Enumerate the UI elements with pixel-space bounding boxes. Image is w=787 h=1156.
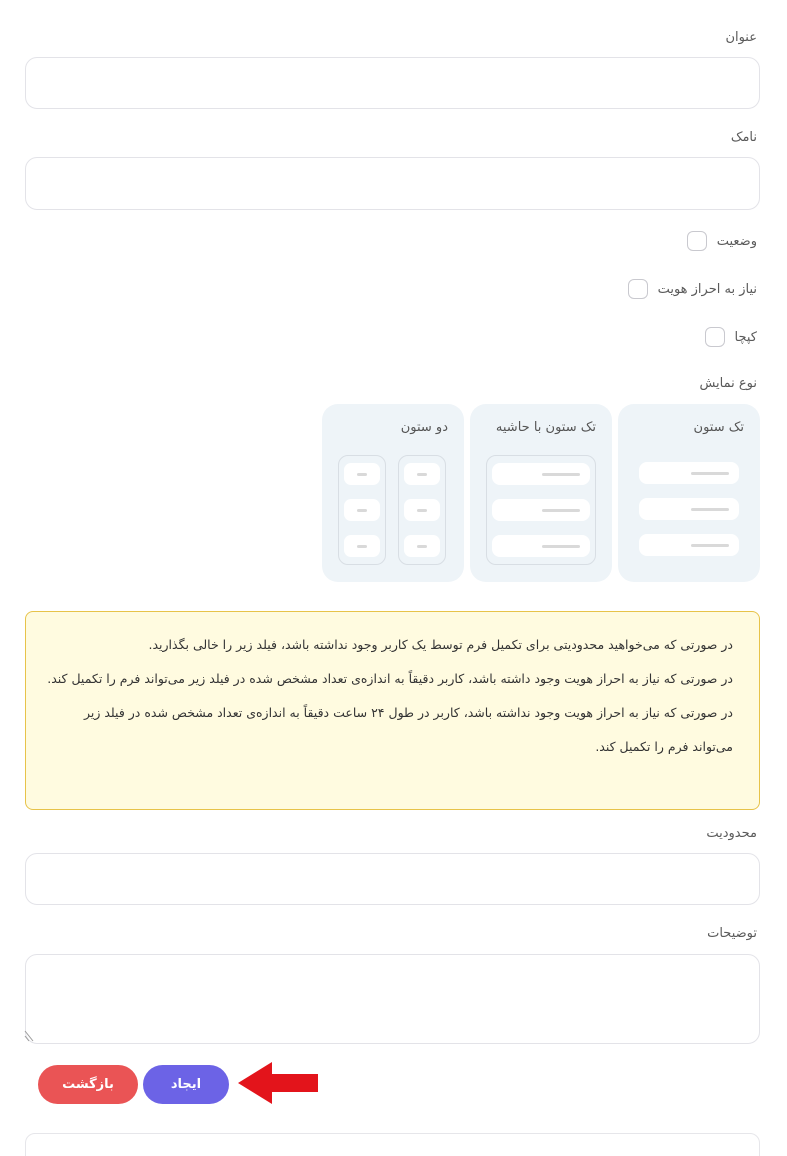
captcha-checkbox[interactable]	[705, 327, 725, 347]
limit-label: محدودیت	[706, 826, 757, 841]
notice-line: در صورتی که نیاز به احراز هویت وجود داشته باشد، کاربر دقیقاً به اندازه‌ی تعداد مشخص شده در فیلد زیر می‌تواند فرم را تکمیل کند.	[47, 671, 733, 686]
display-option-label: دو ستون	[400, 420, 448, 435]
arrow-pointer-icon	[236, 1060, 320, 1106]
preview-row	[344, 463, 380, 485]
preview-row	[639, 462, 739, 484]
slug-label: نامک	[730, 130, 757, 145]
display-option-label: تک ستون	[693, 420, 744, 435]
captcha-label: کپچا	[734, 329, 757, 345]
back-button[interactable]: بازگشت	[38, 1065, 138, 1104]
preview-row	[639, 498, 739, 520]
create-button[interactable]: ایجاد	[143, 1065, 229, 1104]
auth-row[interactable]	[628, 279, 757, 299]
display-option-single-column-bordered[interactable]	[470, 404, 612, 582]
layout-preview	[486, 455, 596, 565]
slug-input[interactable]	[25, 157, 760, 210]
layout-preview-column	[338, 455, 386, 565]
preview-row	[639, 534, 739, 556]
limit-input[interactable]	[25, 853, 760, 905]
auth-label: نیاز به احراز هویت	[657, 281, 757, 297]
bottom-field	[25, 1133, 760, 1156]
preview-row	[492, 499, 590, 521]
preview-row	[404, 463, 440, 485]
preview-row	[404, 499, 440, 521]
status-label: وضعیت	[716, 233, 757, 249]
preview-row	[404, 535, 440, 557]
display-option-two-column[interactable]	[322, 404, 464, 582]
preview-row	[344, 535, 380, 557]
resize-grip-icon[interactable]	[24, 1030, 34, 1042]
title-label: عنوان	[725, 30, 757, 45]
display-option-label: تک ستون با حاشیه	[495, 420, 596, 435]
auth-checkbox[interactable]	[628, 279, 648, 299]
status-checkbox[interactable]	[687, 231, 707, 251]
preview-row	[344, 499, 380, 521]
limit-notice	[25, 611, 760, 810]
display-option-single-column[interactable]	[618, 404, 760, 582]
layout-preview-column	[398, 455, 446, 565]
description-textarea[interactable]	[25, 954, 760, 1044]
display-type-label: نوع نمایش	[699, 376, 757, 391]
notice-line: در صورتی که نیاز به احراز هویت وجود نداشته باشد، کاربر در طول ۲۴ ساعت دقیقاً به اندازه‌ی تعداد مشخص شده در فیلد زیر می‌تواند فرم را تکمیل کند.	[83, 705, 733, 754]
preview-row	[492, 463, 590, 485]
display-type-options	[321, 404, 760, 582]
preview-row	[492, 535, 590, 557]
captcha-row[interactable]	[705, 327, 757, 347]
title-input[interactable]	[25, 57, 760, 109]
description-label: توضیحات	[707, 926, 757, 941]
status-row[interactable]	[687, 231, 757, 251]
notice-line: در صورتی که می‌خواهید محدودیتی برای تکمیل فرم توسط یک کاربر وجود نداشته باشد، فیلد زیر را خالی بگذارید.	[148, 637, 733, 652]
layout-preview	[634, 455, 744, 565]
